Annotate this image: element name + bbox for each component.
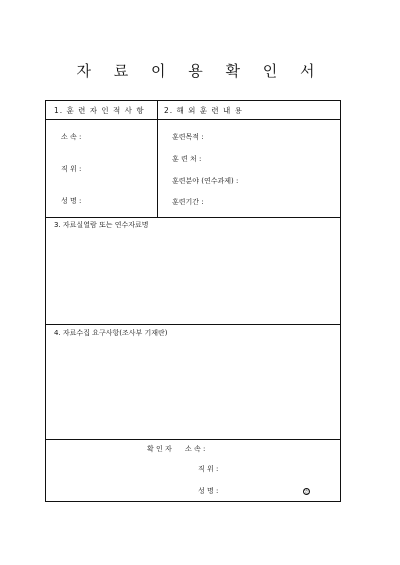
training-period-label: 훈련기간 : [172, 198, 204, 206]
trainee-name-label: 성 명 : [61, 197, 82, 205]
document-title: 자 료 이 용 확 인 서 [76, 62, 324, 80]
section3-header: 3. 자료실열람 또는 연수자료명 [54, 221, 149, 229]
training-purpose-label: 훈련목적 : [172, 133, 204, 141]
trainee-affiliation-label: 소 속 : [61, 133, 82, 141]
trainee-position-label: 직 위 : [61, 165, 82, 173]
divider-header [46, 119, 340, 120]
divider-section4 [46, 324, 340, 325]
divider-vertical [157, 101, 158, 217]
section1-header: 1. 훈 련 자 인 적 사 항 [54, 106, 145, 115]
training-place-label: 훈 련 처 : [172, 155, 202, 163]
confirmation-form [45, 100, 341, 502]
confirmer-affiliation-label: 소 속 : [185, 445, 206, 453]
confirmer-name-label: 성 명 : [198, 487, 219, 495]
divider-confirm [46, 439, 340, 440]
seal-mark: 인 [304, 489, 309, 495]
confirmer-position-label: 직 위 : [198, 465, 219, 473]
training-field-label: 훈련분야 (연수과제) : [172, 177, 239, 185]
section4-header: 4. 자료수집 요구사항(조사부 기재란) [54, 329, 168, 337]
section2-header: 2. 해 외 훈 련 내 용 [164, 106, 243, 115]
divider-section3 [46, 217, 340, 218]
confirmer-label: 확 인 자 [147, 445, 172, 453]
